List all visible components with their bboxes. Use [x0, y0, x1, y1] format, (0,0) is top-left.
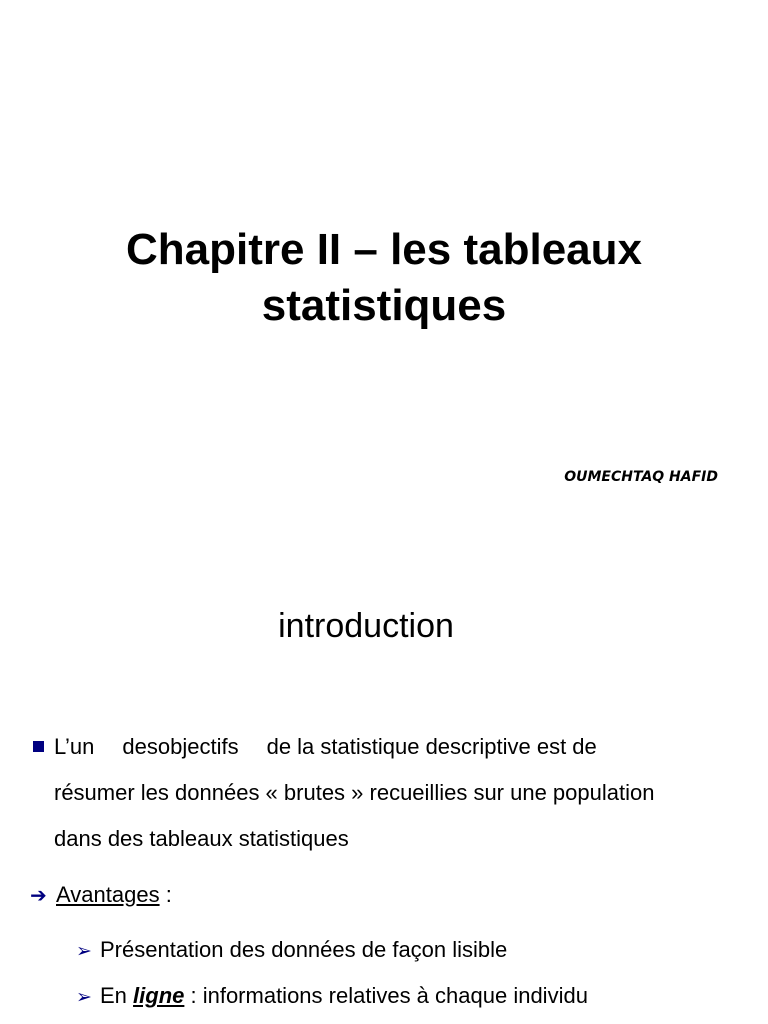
slide-title — [40, 222, 728, 334]
intro-word-lun: L’un — [54, 734, 95, 759]
chevron-right-icon: ➢ — [76, 986, 92, 1008]
intro-line-1-rest: de la statistique descriptive est de — [266, 734, 597, 759]
title-line-2: statistiques — [261, 281, 507, 330]
chevron-right-icon: ➢ — [76, 940, 92, 962]
advantage-item-text: : informations relatives à chaque individu — [184, 983, 588, 1008]
advantage-item-emphasis: ligne — [133, 983, 185, 1008]
advantage-item-text: Présentation des données de façon lisible — [100, 937, 508, 962]
title-line-1: Chapitre II – les tableaux — [126, 225, 642, 274]
advantage-item-prefix: En — [100, 983, 134, 1008]
section-title: introduction — [278, 607, 454, 645]
author-name: OUMECHTAQ HAFID — [564, 469, 718, 485]
square-bullet-icon — [33, 741, 44, 752]
intro-word-desobjectifs: desobjectifs — [122, 734, 239, 759]
right-arrow-icon: ➔ — [30, 883, 47, 907]
intro-paragraph — [54, 724, 754, 862]
advantage-item — [76, 973, 588, 1020]
advantage-item — [76, 927, 507, 974]
advantages-label: Avantages — [56, 882, 160, 907]
intro-line-2: résumer les données « brutes » recueillies sur une population — [54, 780, 655, 805]
advantages-heading — [30, 872, 172, 918]
intro-line-3: dans des tableaux statistiques — [54, 826, 349, 851]
advantages-suffix: : — [159, 882, 172, 907]
intro-line-1 — [54, 724, 754, 770]
